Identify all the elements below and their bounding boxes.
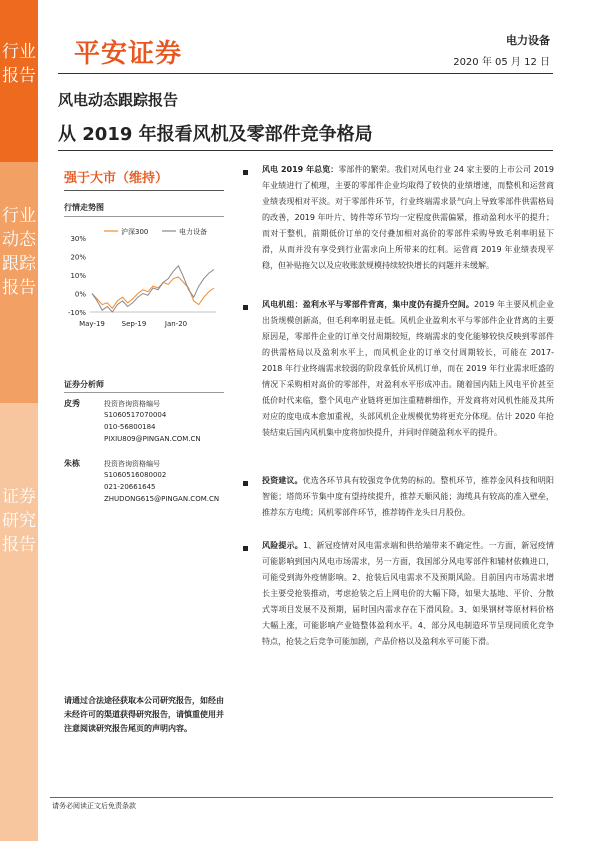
title-divider bbox=[58, 150, 553, 151]
series-line bbox=[92, 266, 214, 312]
header-divider bbox=[58, 73, 553, 74]
x-tick-label: May-19 bbox=[79, 320, 105, 328]
analyst-role: 投资咨询资格编号 bbox=[104, 400, 160, 408]
company-logo: 平安证券 bbox=[74, 39, 183, 69]
paragraph-text: 2019 年主要风机企业出货规模创新高，但毛利率明显走低。风机企业盈利水平与零部件企业背离的主要原因是，零部件企业的订单交付周期较短，终端需求的变化能够较快反映到零部件的供需格局以及盈利水平上，而风机企业的订单交付周期较长，可能在 2017-2018 年行业终端需求较弱的阶段拿低价风机订单，而在 2019 年行业需求旺盛的情况下采购相对高价的零部件，对盈利水平形成冲击。随着国内陆上风电平价甚至低价时代来临，整个风电产业链将更加注重精耕细作，开发商将对风机性能及其所对应的度电成本愈加重视，头部风机企业规模优势将更充分体现。估计 2020 年抢装结束后国内风机集中度将加快提升，并同时伴随盈利水平的提升。 bbox=[262, 300, 554, 437]
rating: 强于大市（维持） bbox=[64, 171, 169, 186]
paragraph-risk bbox=[262, 538, 554, 650]
analyst-role: 投资咨询资格编号 bbox=[104, 460, 160, 468]
y-tick-label: 10% bbox=[70, 272, 86, 280]
paragraph-text: 优选各环节具有较强竞争优势的标的。整机环节，推荐金风科技和明阳智能；塔筒环节集中度有望持续提升，推荐天顺风能；海缆具有较高的准入壁垒，推荐东方电缆；风机零部件环节，推荐铸件龙头日月股份。 bbox=[262, 476, 555, 517]
paragraph-overview bbox=[262, 162, 554, 274]
analysts-title: 证券分析师 bbox=[64, 380, 104, 389]
sidebar-block-report bbox=[0, 0, 38, 162]
y-tick-label: 0% bbox=[74, 290, 86, 299]
footer-note: 请务必阅读正文后免责条款 bbox=[52, 802, 136, 810]
sidebar-block-type bbox=[0, 162, 38, 403]
chart-section-title: 行情走势图 bbox=[64, 203, 104, 212]
paragraph-lead: 风电机组：盈利水平与零部件背离，集中度仍有提升空间。 bbox=[262, 300, 475, 309]
paragraph-investment bbox=[262, 473, 554, 521]
paragraph-lead: 风险提示。 bbox=[262, 541, 303, 550]
y-tick-label: 30% bbox=[70, 235, 86, 243]
paragraph-turbines bbox=[262, 297, 554, 441]
report-type: 风电动态跟踪报告 bbox=[58, 91, 179, 109]
analyst-phone: 010-56800184 bbox=[104, 423, 156, 431]
analyst-name: 皮秀 bbox=[64, 399, 80, 408]
report-title: 从 2019 年报看风机及零部件竞争格局 bbox=[58, 124, 373, 145]
industry-label: 电力设备 bbox=[506, 34, 550, 47]
analyst-name: 朱栋 bbox=[64, 459, 80, 468]
paragraph-lead: 投资建议。 bbox=[262, 476, 303, 485]
price-chart bbox=[64, 222, 226, 332]
legend-label: 沪深300 bbox=[121, 228, 149, 236]
analyst-id: S1060516080002 bbox=[104, 471, 167, 479]
analyst-phone: 021-20661645 bbox=[104, 483, 156, 491]
report-date: 2020 年 05 月 12 日 bbox=[453, 57, 550, 68]
paragraph-text: 1、新冠疫情对风电需求端和供给端带来不确定性。一方面，新冠疫情可能影响到国内风电市场需求，另一方面，我国部分风电零部件和辅材依赖进口，可能受到海外疫情影响。2、抢装后风电需求不及预期风险。目前国内市场需求增长主要受抢装推动，考虑抢装之后上网电价的大幅下降，如果大基地、平价、分散式等项目发展不及预期，届时国内需求存在下滑风险。3、如果钢材等原材料价格大幅上涨，可能影响产业链整体盈利水平。4、部分风电制造环节呈现同质化竞争特点，抢装之后竞争可能加剧，产品价格以及盈利水平可能下滑。 bbox=[262, 541, 555, 646]
analyst-email[interactable]: ZHUDONG615@PINGAN.COM.CN bbox=[104, 495, 220, 503]
analyst-email[interactable]: PIXIU809@PINGAN.COM.CN bbox=[104, 435, 201, 443]
x-tick-label: Jan-20 bbox=[164, 320, 188, 328]
footer-divider bbox=[50, 797, 553, 798]
x-tick-label: Sep-19 bbox=[121, 320, 147, 328]
analyst-id: S1060517070004 bbox=[104, 411, 167, 419]
sidebar-block-research bbox=[0, 403, 38, 841]
access-disclaimer: 请通过合法途径获取本公司研究报告，如经由未经许可的渠道获得研究报告，请慎重使用并注意阅读研究报告尾页的声明内容。 bbox=[64, 696, 224, 733]
chart-section-divider bbox=[64, 216, 224, 217]
bullet-marker bbox=[243, 481, 248, 486]
sidebar-label-research: 证券研究报告 bbox=[2, 487, 36, 555]
analysts-divider bbox=[64, 392, 224, 393]
bullet-marker bbox=[243, 546, 248, 551]
rating-divider bbox=[64, 190, 224, 191]
sidebar-label-type: 行业动态跟踪报告 bbox=[2, 206, 36, 298]
y-tick-label: 20% bbox=[70, 253, 86, 262]
bullet-marker bbox=[243, 170, 248, 175]
y-tick-label: -10% bbox=[67, 309, 86, 317]
legend-label: 电力设备 bbox=[179, 228, 207, 236]
paragraph-lead: 风电 2019 年总览： bbox=[262, 165, 339, 174]
paragraph-text: 零部件的繁荣。我们对风电行业 24 家主要的上市公司 2019 年业绩进行了梳理，主要的零部件企业均取得了较快的业绩增速，而整机和运营商业绩表现相对平淡。对于零部件环节，行业终端需求景气向上导致零部件供需格局的改善，2019 年叶片、铸件等环节均一定程度供需偏紧，推动盈利水平的提升；而对于整机，前期低价订单的交付叠加相对高价的零部件采购导致毛利率明显下滑，从而并没有享受到行业需求向上所带来的红利。运营商 2019 年业绩表现平稳，但补贴拖欠以及应收账款规模持续较快增长的问题并未缓解。 bbox=[262, 165, 554, 270]
bullet-marker bbox=[243, 305, 248, 310]
sidebar-label-report: 行业报告 bbox=[2, 42, 36, 86]
